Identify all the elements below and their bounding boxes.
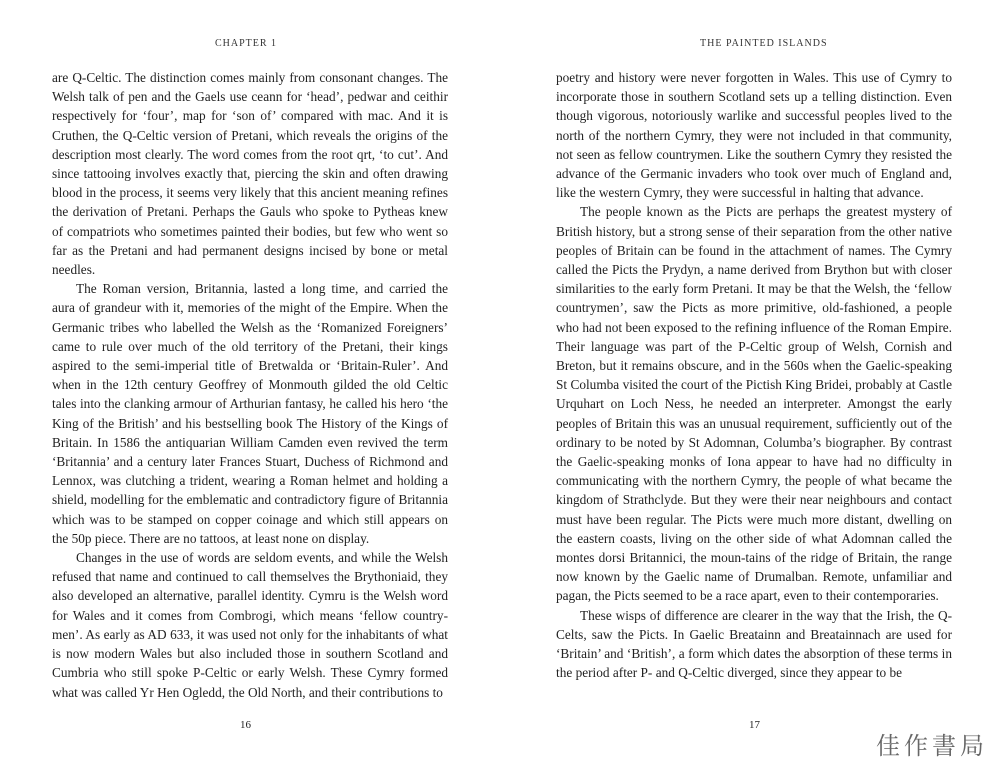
running-head-left: CHAPTER 1 [215, 38, 278, 49]
paragraph: are Q-Celtic. The distinction comes mainly from consonant changes. The Welsh talk of pen and the Gaels use ceann for ‘head’, pedwar and ceithir respectively for ‘four’, map for ‘son of’ compared with mac. And it is Cruthen, the Q-Celtic version of Pretani, which reveals the origins of the description most clearly. The word comes from the root qrt, ‘to cut’. And since tattooing involves exactly that, piercing the skin and often drawing blood in the process, it seems very likely that this ancient meaning refines the derivation of Pretani. Perhaps the Gauls who spoke to Pytheas knew of compatriots who sometimes painted their bodies, but few who went so far as the Pretani and had permanent designs incised by bone or metal needles. [52, 70, 448, 278]
right-page [500, 0, 1000, 767]
page-number-left: 16 [240, 719, 251, 731]
right-text-column [556, 68, 952, 683]
paragraph: Changes in the use of words are seldom events, and while the Welsh refused that name and continued to call themselves the Brythoniaid, they also developed an alternative, parallel identity. Cymru is the Welsh word for Wales and it comes from Combrogi, which means ‘fellow country-men’. As early as AD 633, it was used not only for the inhabitants of what is now modern Wales but also included those in southern Scotland and Cumbria who still spoke P-Celtic or early Welsh. These Cymry formed what was called Yr Hen Ogledd, the Old North, and their contributions to [52, 550, 448, 700]
paragraph: The Roman version, Britannia, lasted a long time, and carried the aura of grandeur with it, memories of the might of the Empire. When the Germanic tribes who labelled the Welsh as the ‘Romanized Foreigners’ came to rule over much of the old territory of the Pretani, their kings aspired to the semi-imperial title of Bretwalda or ‘Britain-Ruler’. And when in the 12th century Geoffrey of Monmouth gilded the old Celtic tales into the clanking armour of Arthurian fantasy, he called his hero ‘the King of the British’ and his bestselling book The History of the Kings of Britain. In 1586 the antiquarian William Camden even revived the term ‘Britannia’ and a century later Frances Stuart, Duchess of Richmond and Lennox, was clutching a trident, wearing a Roman helmet and holding a shield, modelling for the emblematic and contradictory figure of Britannia which was to be stamped on copper coinage and which still appears on the 50p piece. There are no tattoos, at least none on display. [52, 281, 448, 546]
paragraph: These wisps of difference are clearer in the way that the Irish, the Q-Celts, saw the Picts. In Gaelic Breatainn and Breatainnach are used for ‘Britain’ and ‘British’, a form which dates the absorption of these terms in the period after P- and Q-Celtic diverged, since they appear to be [556, 607, 952, 681]
watermark-logo: 佳作書局 [876, 732, 988, 760]
running-head-right: THE PAINTED ISLANDS [700, 38, 828, 49]
left-text-column [52, 68, 448, 702]
page-number-right: 17 [749, 719, 760, 731]
paragraph: poetry and history were never forgotten in Wales. This use of Cymry to incorporate those in southern Scotland sets up a telling distinction. Even though vigorous, notoriously warlike and successful peoples lived to the north of the northern Cymry, they were not included in that community, not seen as fellow countrymen. Like the southern Cymry they resisted the advance of the Germanic invaders who took over much of England and, like the western Cymry, they were successful in halting that advance. [556, 70, 952, 201]
paragraph: The people known as the Picts are perhaps the greatest mystery of British history, but a strong sense of their separation from the other native peoples of Britain can be found in the attachment of names. The Cymry called the Picts the Prydyn, a name derived from Brython but with closer similarities to the early form Pretani. It may be that the Welsh, the ‘fellow countrymen’, saw the Picts as more primitive, old-fashioned, a people who had not been exposed to the refining influence of the Roman Empire. Their language was part of the P-Celtic group of Welsh, Cornish and Breton, but it remains obscure, and in the 560s when the Gaelic-speaking St Columba visited the court of the Pictish King Bridei, probably at Castle Urquhart on Loch Ness, he needed an interpreter. Amongst the early peoples of Britain this was an unusual requirement, sufficiently out of the ordinary to be noted by St Adomnan, Columba’s biographer. By contrast the Gaelic-speaking monks of Iona appear to have had no difficulty in communicating with the northern Cymry, the people of what became the kingdom of Strathclyde. But they were their near neighbours and contact must have been regular. The Picts were much more distant, dwelling on the eastern coasts, living on the other side of what Adomnan called the montes dorsi Britannici, the moun-tains of the ridge of Britain, the range now known by the Gaelic name of Drumalban. Remote, unfamiliar and pagan, the Picts seemed to be a race apart, even to their contemporaries. [556, 204, 952, 604]
